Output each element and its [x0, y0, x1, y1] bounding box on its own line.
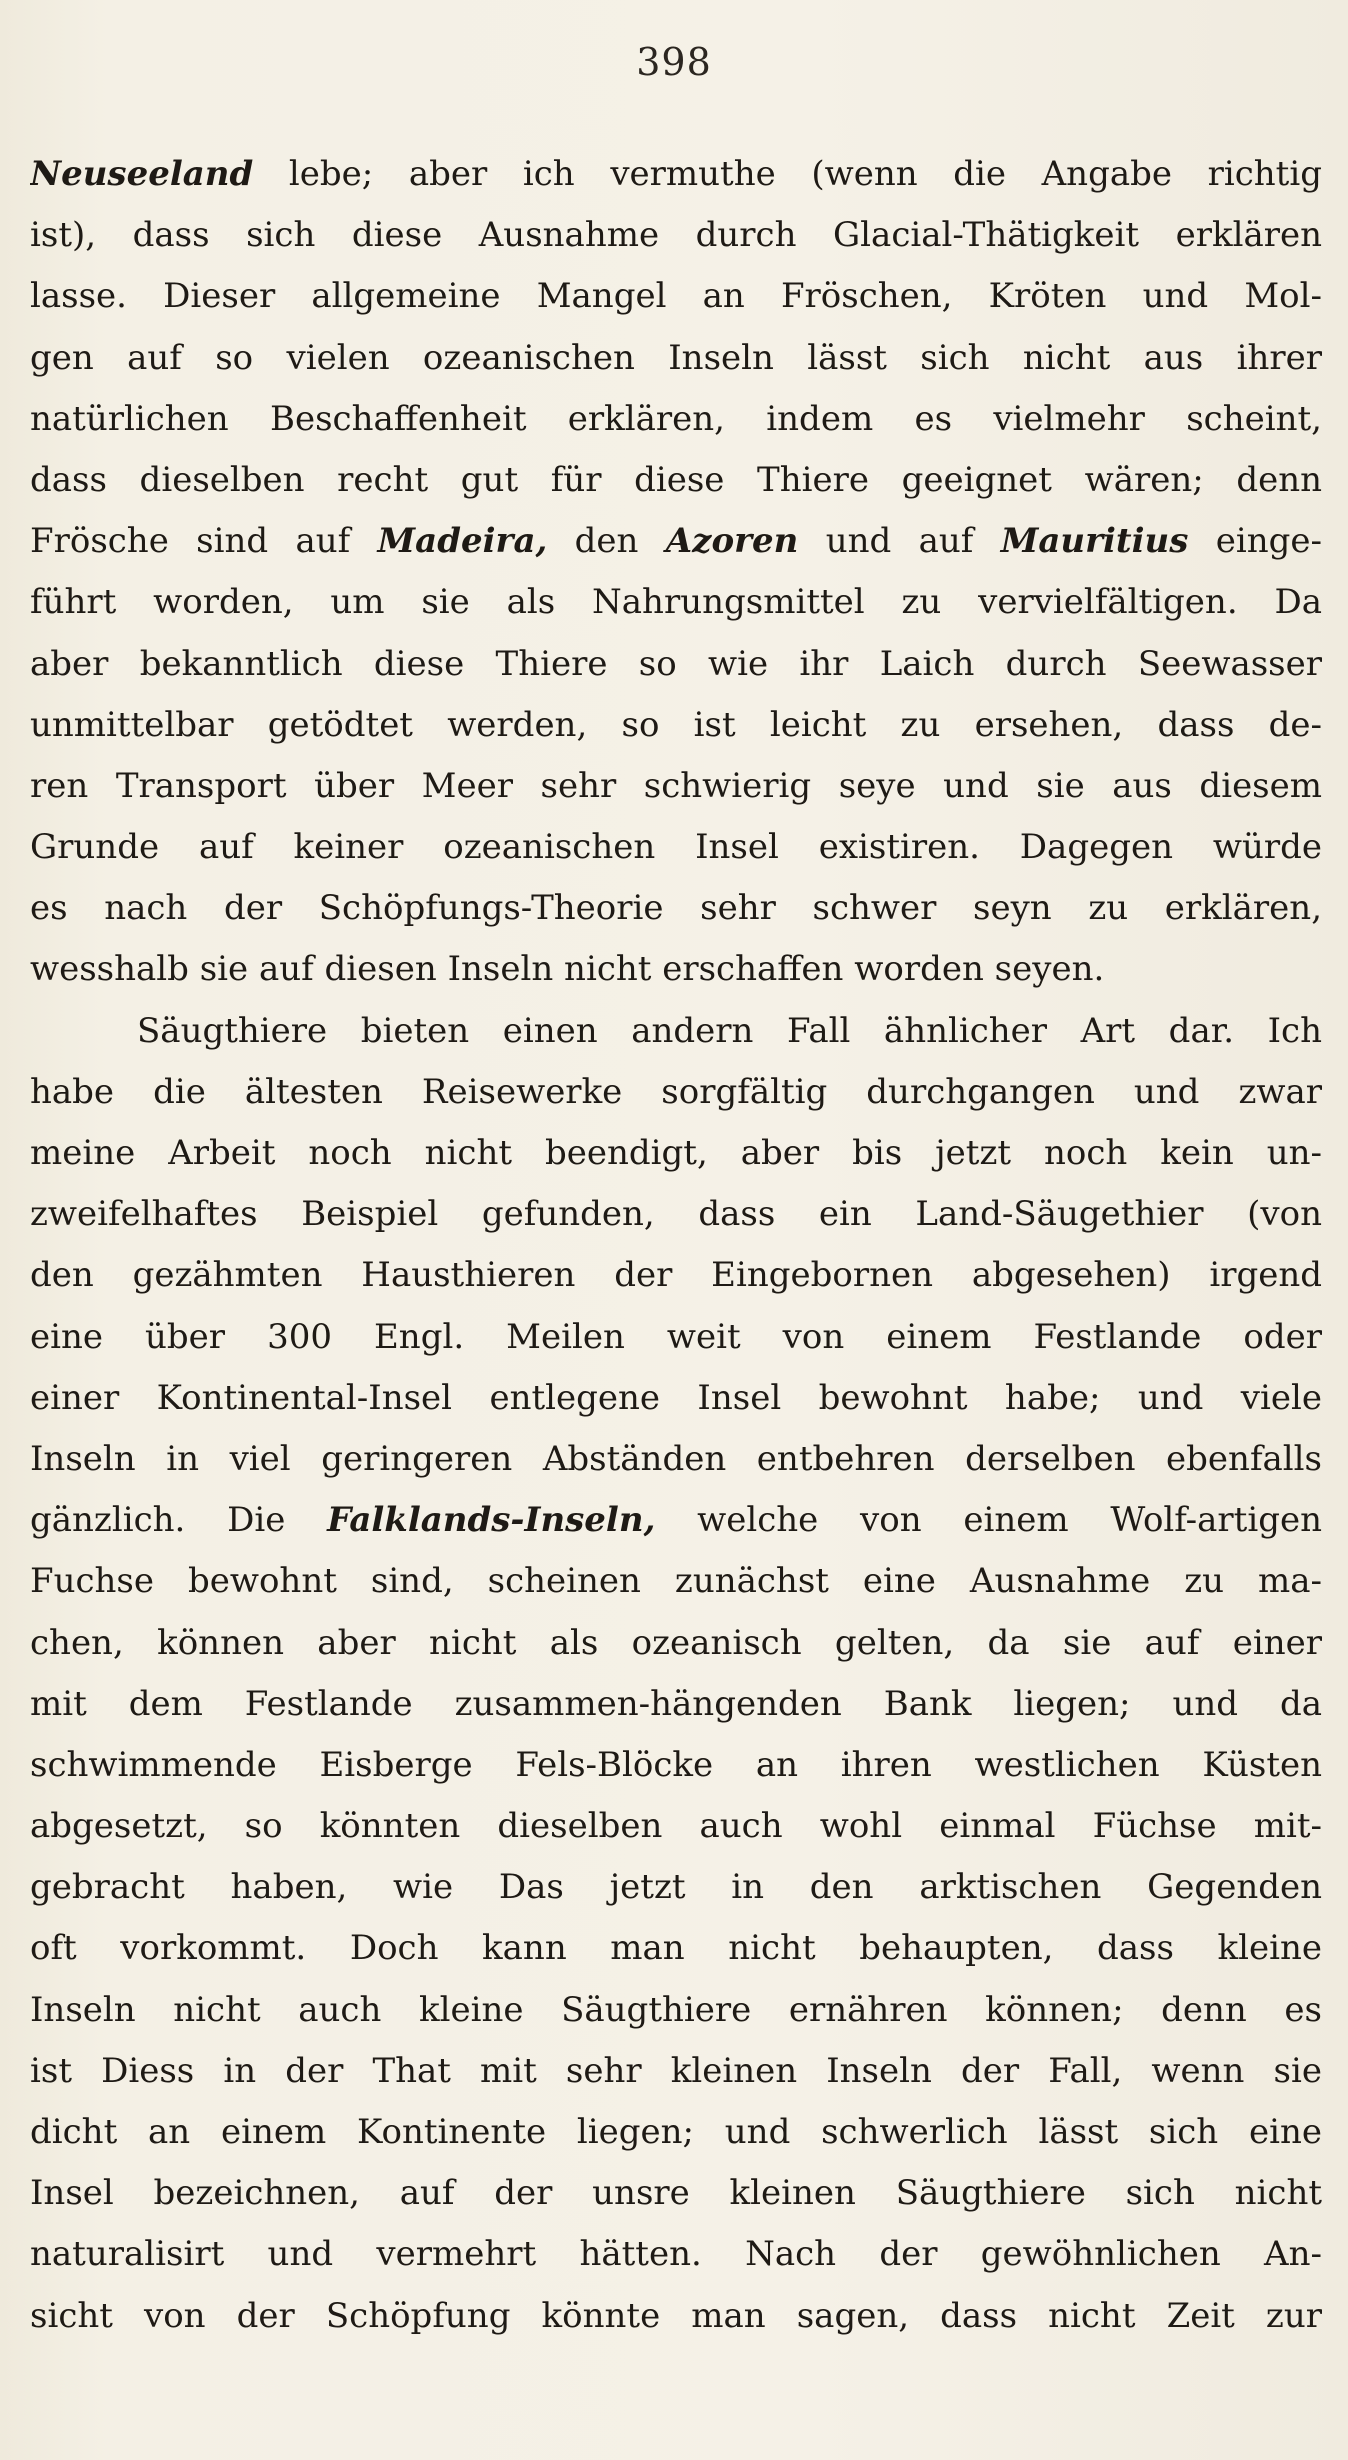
- text-segment: abgesetzt, so könnten dieselben auch wohl einmal Füchse mit-: [30, 1806, 1322, 1847]
- text-line: [30, 511, 1322, 572]
- text-segment: gen auf so vielen ozeanischen Inseln lässt sich nicht aus ihrer: [30, 337, 1322, 378]
- page-number: 398: [636, 40, 712, 84]
- text-segment: lebe; aber ich vermuthe (wenn die Angabe richtig: [253, 154, 1322, 194]
- text-segment: ist Diess in der That mit sehr kleinen Inseln der Fall, wenn sie: [30, 2050, 1322, 2091]
- text-line: [30, 1307, 1322, 1368]
- text-line: [30, 144, 1322, 205]
- text-segment: meine Arbeit noch nicht beendigt, aber bis jetzt noch kein un-: [30, 1133, 1322, 1173]
- italic-place-name: Madeira,: [377, 521, 548, 562]
- text-line: [30, 1613, 1322, 1674]
- text-line: [30, 1857, 1322, 1918]
- text-line: [30, 389, 1322, 450]
- text-segment: Grunde auf keiner ozeanischen Insel existiren. Dagegen würde: [30, 827, 1322, 868]
- text-line: [30, 1980, 1322, 2041]
- text-line: [30, 939, 1322, 1000]
- text-line: [30, 1184, 1322, 1245]
- text-line: [30, 1245, 1322, 1306]
- text-segment: wesshalb sie auf diesen Inseln nicht erschaffen worden seyen.: [30, 949, 1105, 990]
- text-line: [30, 450, 1322, 511]
- text-segment: dass dieselben recht gut für diese Thiere geeignet wären; denn: [30, 459, 1322, 500]
- text-segment: ren Transport über Meer sehr schwierig seye und sie aus diesem: [30, 765, 1322, 806]
- text-segment: Frösche sind auf: [30, 521, 378, 562]
- text-line: [30, 2102, 1322, 2163]
- text-segment: Fuchse bewohnt sind, scheinen zunächst eine Ausnahme zu ma-: [30, 1561, 1322, 1602]
- text-line: [30, 2286, 1322, 2347]
- text-segment: es nach der Schöpfungs-Theorie sehr schwer seyn zu erklären,: [30, 888, 1322, 929]
- text-segment: schwimmende Eisberge Fels-Blöcke an ihren westlichen Küsten: [30, 1744, 1322, 1785]
- text-segment: einge-: [1188, 521, 1322, 562]
- text-segment: naturalisirt und vermehrt hätten. Nach der gewöhnlichen An-: [30, 2234, 1322, 2275]
- body-text: [30, 144, 1322, 2347]
- text-segment: mit dem Festlande zusammen-hängenden Bank liegen; und da: [30, 1683, 1322, 1724]
- text-segment: welche von einem Wolf-artigen: [655, 1500, 1322, 1541]
- text-line: [30, 266, 1322, 327]
- text-segment: eine über 300 Engl. Meilen weit von einem Festlande oder: [30, 1316, 1322, 1357]
- text-line: [30, 2041, 1322, 2102]
- text-segment: den: [547, 521, 666, 562]
- text-line: [30, 1551, 1322, 1612]
- text-segment: aber bekanntlich diese Thiere so wie ihr Laich durch Seewasser: [30, 643, 1322, 684]
- text-line: [30, 1062, 1322, 1123]
- text-segment: dicht an einem Kontinente liegen; und schwerlich lässt sich eine: [30, 2112, 1322, 2152]
- text-segment: gänzlich. Die: [30, 1500, 328, 1541]
- text-segment: natürlichen Beschaffenheit erklären, indem es vielmehr scheint,: [30, 398, 1322, 439]
- text-segment: zweifelhaftes Beispiel gefunden, dass ein Land-Säugethier (von: [30, 1194, 1322, 1235]
- text-line: [30, 1918, 1322, 1979]
- text-segment: führt worden, um sie als Nahrungsmittel zu vervielfältigen. Da: [30, 582, 1322, 623]
- text-segment: habe die ältesten Reisewerke sorgfältig durchgangen und zwar: [30, 1071, 1322, 1112]
- text-line: [30, 1001, 1322, 1062]
- text-line: [30, 1674, 1322, 1735]
- text-segment: lasse. Dieser allgemeine Mangel an Fröschen, Kröten und Mol-: [30, 276, 1322, 317]
- text-line: [30, 1735, 1322, 1796]
- text-segment: Inseln in viel geringeren Abständen entbehren derselben ebenfalls: [30, 1438, 1322, 1479]
- text-line: [30, 634, 1322, 695]
- text-line: [30, 572, 1322, 633]
- text-line: [30, 1490, 1322, 1551]
- text-line: [30, 756, 1322, 817]
- text-segment: sicht von der Schöpfung könnte man sagen, dass nicht Zeit zur: [30, 2295, 1322, 2336]
- text-line: [30, 695, 1322, 756]
- text-line: [30, 1429, 1322, 1490]
- text-line: [30, 1796, 1322, 1857]
- text-line: [30, 328, 1322, 389]
- text-line: [30, 817, 1322, 878]
- italic-place-name: Falklands-Inseln,: [327, 1500, 656, 1541]
- text-segment: unmittelbar getödtet werden, so ist leicht zu ersehen, dass de-: [30, 704, 1322, 745]
- text-segment: chen, können aber nicht als ozeanisch gelten, da sie auf einer: [30, 1622, 1322, 1663]
- text-segment: und auf: [798, 521, 1001, 562]
- text-line: [30, 878, 1322, 939]
- text-line: [30, 1368, 1322, 1429]
- text-line: [30, 1123, 1322, 1184]
- text-segment: Säugthiere bieten einen andern Fall ähnlicher Art dar. Ich: [137, 1010, 1322, 1051]
- italic-place-name: Mauritius: [1000, 521, 1189, 562]
- text-segment: einer Kontinental-Insel entlegene Insel bewohnt habe; und viele: [30, 1377, 1322, 1418]
- text-segment: oft vorkommt. Doch kann man nicht behaupten, dass kleine: [30, 1928, 1322, 1969]
- text-segment: ist), dass sich diese Ausnahme durch Glacial-Thätigkeit erklären: [30, 215, 1322, 256]
- text-segment: den gezähmten Hausthieren der Eingebornen abgesehen) irgend: [30, 1255, 1322, 1296]
- text-line: [30, 2224, 1322, 2285]
- text-segment: Inseln nicht auch kleine Säugthiere ernähren können; denn es: [30, 1989, 1322, 2030]
- italic-place-name: Neuseeland: [30, 154, 254, 194]
- text-segment: gebracht haben, wie Das jetzt in den arktischen Gegenden: [30, 1867, 1322, 1908]
- italic-place-name: Azoren: [665, 521, 799, 562]
- text-line: [30, 205, 1322, 266]
- text-segment: Insel bezeichnen, auf der unsre kleinen Säugthiere sich nicht: [30, 2173, 1322, 2214]
- text-line: [30, 2163, 1322, 2224]
